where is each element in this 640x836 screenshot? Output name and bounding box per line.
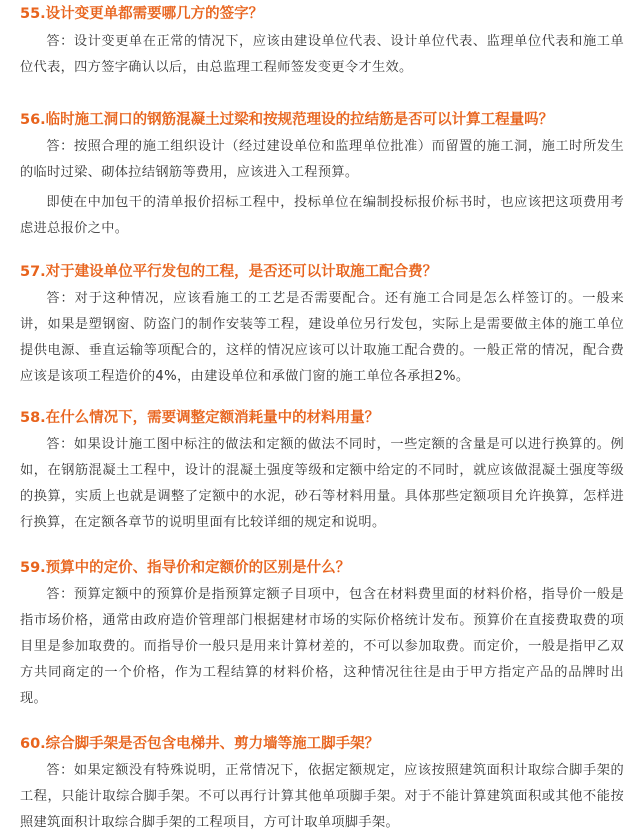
- qa-item-60: [0, 734, 640, 836]
- question-heading: 55.设计变更单都需要哪几方的签字？: [20, 6, 264, 22]
- qa-item-56: [0, 110, 640, 242]
- answer-paragraph: 答：如果定额没有特殊说明，正常情况下，依据定额规定，应该按照建筑面积计取综合脚手架的工程，只能计取综合脚手架。不可以再行计算其他单项脚手架。对于不能计算建筑面积或其他不能按照建筑面积计取综合脚手架的工程项目，方可计取单项脚手架。: [20, 763, 624, 830]
- question-heading: 59.预算中的定价、指导价和定额价的区别是什么？: [20, 560, 351, 576]
- answer-paragraph: 答：设计变更单在正常的情况下，应该由建设单位代表、设计单位代表、监理单位代表和施工单位代表，四方签字确认以后，由总监理工程师签发变更令才生效。: [20, 34, 624, 75]
- question-heading: 57.对于建设单位平行发包的工程，是否还可以计取施工配合费？: [20, 264, 438, 280]
- qa-item-59: [0, 558, 640, 712]
- answer-paragraph: 答：预算定额中的预算价是指预算定额子目项中，包含在材料费里面的材料价格，指导价一般是指市场价格，通常由政府造价管理部门根据建材市场的实际价格统计发布。预算价在直接费取费的项目里是参加取费的。而指导价一般只是用来计算材差的，不可以参加取费。而定价，一般是指甲乙双方共同商定的一个价格，作为工程结算的材料价格，这种情况往往是由于甲方指定产品的品牌时出现。: [20, 587, 624, 706]
- qa-item-58: [0, 408, 640, 536]
- question-heading: 58.在什么情况下，需要调整定额消耗量中的材料用量？: [20, 410, 380, 426]
- answer-paragraph: 答：对于这种情况，应该看施工的工艺是否需要配合。还有施工合同是怎么样签订的。一般来讲，如果是塑钢窗、防盗门的制作安装等工程，建设单位另行发包，实际上是需要做主体的施工单位提供电源、垂直运输等项配合的，这样的情况应该可以计取施工配合费的。一般正常的情况，配合费应该是该项工程造价的4%，由建设单位和承做门窗的施工单位各承担2%。: [20, 291, 624, 384]
- question-heading: 56.临时施工洞口的钢筋混凝土过梁和按规范理设的拉结筋是否可以计算工程量吗？: [20, 112, 554, 128]
- answer-paragraph: 答：如果设计施工图中标注的做法和定额的做法不同时，一些定额的含量是可以进行换算的。例如，在钢筋混凝土工程中，设计的混凝土强度等级和定额中给定的不同时，就应该做混凝土强度等级的换算，实质上也就是调整了定额中的水泥，砂石等材料用量。具体那些定额项目允许换算，怎样进行换算，在定额各章节的说明里面有比较详细的规定和说明。: [20, 437, 624, 530]
- question-heading: 60.综合脚手架是否包含电梯井、剪力墙等施工脚手架？: [20, 736, 380, 752]
- answer-paragraph: 即使在中加包干的清单报价招标工程中，投标单位在编制投标报价标书时，也应该把这项费用考虑进总报价之中。: [20, 195, 624, 236]
- qa-item-55: [0, 4, 640, 81]
- qa-item-57: [0, 262, 640, 390]
- answer-paragraph: 答：按照合理的施工组织设计（经过建设单位和监理单位批准）而留置的施工洞，施工时所发生的临时过梁、砌体拉结钢筋等费用，应该进入工程预算。: [20, 139, 624, 180]
